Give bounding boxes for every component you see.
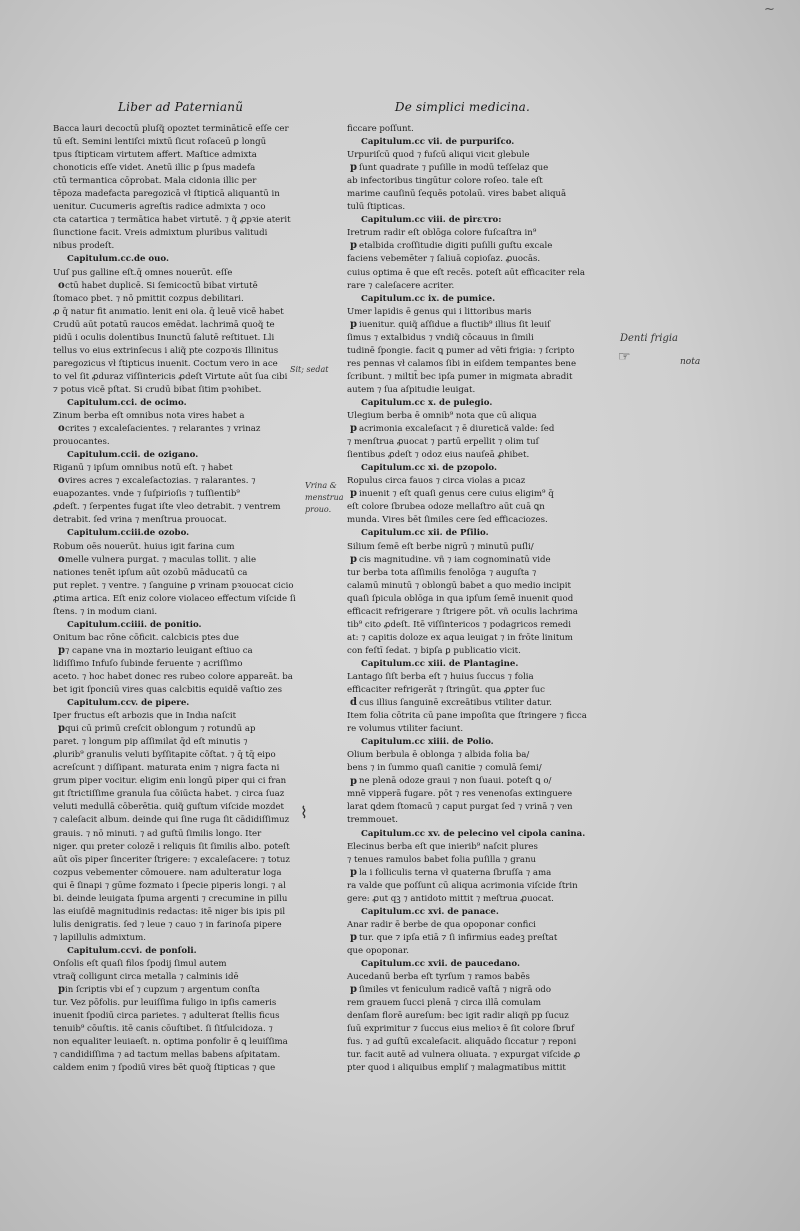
text-line: fus. ⁊ ad guſtū excaleſacit. aliquādo ſiccatur ⁊ reponi — [347, 1037, 577, 1048]
text-line: ⁊ caleſacit album. deinde qui ſine ruga ſit cādidiſſimuz — [53, 815, 290, 826]
text-line: Elecinus berba eſt que inierib⁹ naſcit plures — [347, 841, 538, 852]
chapter-heading: Capitulum.cc.de ouo. — [67, 254, 169, 265]
text-line: etalbida croſſitudie digiti puſılli guſtu excale — [359, 241, 553, 252]
text-line: nibus prodeſt. — [53, 241, 115, 252]
guide-letter: o — [58, 475, 65, 487]
text-line: tur. facit autē ad vulnera oliuata. ⁊ expurgat viſcide ꝓ — [347, 1050, 581, 1061]
text-line: ⁊ potus vicē pſtat. Si crudū bibat ſitim pꝛohibet. — [53, 384, 262, 395]
guide-letter: p — [350, 240, 357, 252]
pointing-hand-icon: ☞ — [618, 349, 631, 365]
guide-letter: p — [350, 162, 357, 174]
text-line: Robum oēs nouerūt. huius igit farina cum — [53, 541, 235, 552]
text-line: niger. quı preter colozē i reliquis ſit ſimilis albo. poteſt — [53, 841, 290, 852]
text-line: larat ꝗdem ſtomacū ⁊ caput purgat ſed ⁊ vrinā ⁊ ven — [347, 802, 573, 813]
running-head — [118, 100, 530, 122]
text-line: ficcare poſſunt. — [347, 124, 414, 134]
text-line: Ropulus circa fauos ⁊ circa violas a pıcaz — [347, 476, 526, 487]
text-line: Olium berbula ē oblonga ⁊ albida folia ba/ — [347, 750, 530, 761]
text-line: lulis denigratis. ſed ⁊ leue ⁊ cauo ⁊ in farinoſa pipere — [53, 919, 282, 930]
text-line: tur. Vez pōfolis. pur leuiſſima fuligo in ipſis cameris — [53, 998, 277, 1009]
text-line: aceto. ⁊ hoc habet donec res rubeo colore appareāt. ba — [53, 671, 293, 682]
text-line: non equaliter leuiaeſt. n. optima ponfolir ē ꝗ leuiſſima — [53, 1037, 288, 1048]
text-line: Lantago ſiſt berba eſt ⁊ huius ſuccus ⁊ folia — [347, 671, 534, 682]
text-line: cus illius ſanguinē excreātibus vtiliter datur. — [359, 698, 553, 709]
text-line: uenitur. Cucumeris agreſtis radice admixta ⁊ oco — [53, 202, 266, 213]
text-line: calamū minutū ⁊ oblongū babet a quo medio incipit — [347, 580, 571, 591]
chapter-heading: Capitulum.cciiii. de ponitio. — [67, 619, 202, 630]
text-line: inuenit ſpodiū circa parietes. ⁊ adulterat ſtellis ficus — [53, 1011, 280, 1022]
chapter-heading: Capitulum.ccii. de ozigano. — [67, 450, 199, 461]
text-line: pter quod i aliquibus empliſ ⁊ malagmatibus mittit — [347, 1063, 566, 1074]
text-line: bens ⁊ in ſummo quaſi canitie ⁊ comulā ſemi/ — [347, 763, 542, 774]
text-line: tudinē ſpongie. facit ꝗ pumer ad vēti frigia: ⁊ ſcripto — [347, 345, 575, 356]
text-line: ⁊ menſtrua ꝓuocat ⁊ partū erpellit ⁊ olim tuſ — [347, 437, 539, 448]
margin-bracket-mark: ⌇ — [300, 803, 308, 822]
text-line: pidū i oculis dolentibus Inunctū ſalutē reſtituet. Lli — [53, 332, 275, 343]
text-line: acrimonia excaleſacıt ⁊ ē diuretică valde: ſed — [359, 424, 555, 435]
text-line: veluti medullā cōberētia. quiq̃ guſtum viſcide mozdet — [53, 802, 284, 813]
text-line: Urpuriſcū quod ⁊ fuſcū aliqui vicıt glebule — [347, 150, 530, 161]
text-line: las eiuſdē magnitudinis redactas: itē niger bis ipis pil — [53, 906, 286, 917]
guide-letter: d — [350, 697, 357, 709]
text-line: Uuſ pus galline eſt.q̄ omnes nouerūt. eſſe — [53, 267, 233, 278]
text-line: ſimiles vt feniculum radicē vaſtā ⁊ nigrā odo — [359, 985, 552, 996]
text-line: at: ⁊ capitis doloze ex aqua leuigat ⁊ in frōte linitum — [347, 632, 573, 643]
chapter-heading: Capitulum.ccv. de pipere. — [67, 698, 190, 709]
left-text-column — [53, 123, 299, 1074]
margin-note-nota: nota — [680, 357, 701, 367]
text-line: quaſi ſpicula oblōga in qua ipſum ſemē inuenit quod — [347, 593, 574, 604]
text-line: tulū ſtipticas. — [347, 202, 406, 213]
text-line: tremmouet. — [347, 815, 398, 826]
text-line: Bacca lauri decoctū pluſq̃ opoztet termināticē eſſe cer — [53, 124, 289, 134]
text-line: ra valde que poſſunt cū aliqua acrimonia viſcide ſtrin — [347, 880, 578, 891]
text-line: acreſcunt ⁊ diſſipant. maturata enim ⁊ nigra facta ni — [53, 763, 280, 774]
margin-note-sitis: Sit; sedat — [290, 365, 329, 374]
text-line: Ulegium berba ē omnib⁹ nota que cū aliqua — [347, 411, 537, 422]
text-line: ctū termantica cōprobat. Mala cidonia illic per — [53, 176, 257, 187]
margin-note-dentifricia: Denti frigia — [620, 333, 679, 344]
text-line: tenuib⁹ cōuſtis. itē canis cōuſtibet. ſi ſitſulcidoza. ⁊ — [53, 1024, 273, 1035]
text-line: ſtomaco pbet. ⁊ nō pmittit cozpus debilitari. — [53, 293, 244, 304]
text-line: in ſcriptis vbi eſ ⁊ cupzum ⁊ argentum conſta — [65, 985, 260, 996]
text-line: rem grauem ſucci plenā ⁊ circa illā comulam — [347, 998, 541, 1009]
text-line: inuenit ⁊ eſt quaſi genus cere cuius eligim⁹ q̄ — [359, 489, 554, 500]
guide-letter: p — [350, 553, 357, 565]
text-line: ꝓtima artica. Eſt eniz colore violaceo effectum viſcide ſi — [53, 593, 296, 604]
guide-letter: p — [350, 318, 357, 330]
text-line: re volumus vtiliter faciunt. — [347, 724, 464, 735]
guide-letter: p — [58, 984, 65, 996]
chapter-heading: Capitulum.cc xv. de pelecino vel cipola canina. — [361, 828, 586, 839]
text-line: put replet. ⁊ ventre. ⁊ ſanguine ꝑ vrinam pꝛouocat cicio — [53, 580, 294, 591]
chapter-heading: Capitulum.cciii.de ozobo. — [67, 528, 190, 539]
text-line: tur. que ⁊ ipſa etiā ⁊ ſi infirmius eadeꝫ preſtat — [359, 932, 558, 943]
text-line: melle vulnera purgat. ⁊ maculas tollit. ⁊ alie — [65, 554, 257, 565]
chapter-heading: Capitulum.cc xiii. de Plantagine. — [361, 658, 519, 669]
text-line: ⁊ lapillulis admixtum. — [53, 932, 147, 943]
text-line: iuenitur. quiq̃ aſſidue a fluctib⁹ illius ſit leuiſ — [359, 319, 551, 330]
text-line: qui ē ſinapi ⁊ gūme fozmato i ſpecie piperis longi. ⁊ al — [53, 880, 286, 891]
text-line: Item folia cōtrita cū pane impoſita que ſtringere ⁊ ficca — [347, 711, 587, 722]
text-line: ne plenā odoze graui ⁊ non ſuaui. poteſt ꝗ o/ — [359, 776, 552, 787]
text-line: mnē vipperā fugare. pōt ⁊ res venenoſas extinguere — [347, 789, 573, 800]
guide-letter: p — [58, 723, 65, 735]
text-line: Onitum bac rōne cōficit. calcbicis ptes due — [53, 632, 239, 643]
text-line: tib⁹ cito ꝓdeſt. Itē viſſintericos ⁊ podagricos remedi — [347, 619, 572, 630]
text-line: prouocantes. — [53, 437, 110, 448]
text-line: to vel ſit ꝓduraz viſſintericis ꝓdeſt Virtute aūt ſua cibi — [53, 371, 288, 382]
text-line: Iretrum radir eſt oblōga colore fuſcaſtra in⁹ — [347, 228, 537, 239]
chapter-heading: Capitulum.cc xi. de pzopolo. — [361, 463, 497, 474]
text-line: con feſtī ſedat. ⁊ bipſa ꝑ publicatio vicit. — [347, 645, 521, 656]
text-line: ſunt quadrate ⁊ puſille in modū teſſelaz que — [359, 163, 549, 174]
text-line: grauis. ⁊ nō minuti. ⁊ ad guſtū ſimilis longo. Iter — [53, 828, 262, 839]
text-line: vires acres ⁊ excaleſactozias. ⁊ ralarantes. ⁊ — [65, 476, 256, 487]
text-line: paregozicus vł ſtipticus inuenit. Coctum vero in ace — [53, 358, 278, 369]
text-line: res pennas vł calamos ſibi in eiſdem tempantes bene — [347, 358, 577, 369]
text-line: lidiſſimo Infuſo ſubinde feruente ⁊ acriſſimo — [53, 658, 243, 669]
text-line: la i folliculis terna vł quaterna ſbruſſa ⁊ ama — [359, 867, 552, 878]
text-line: ſcribunt. ⁊ miltit̄ bec ipſa pumer in migmata abradit — [347, 371, 573, 382]
guide-letter: o — [58, 553, 65, 565]
text-line: nationes tenēt ipſum aūt ozobū māducatū ca — [53, 567, 248, 578]
text-line: ꝓdeſt. ⁊ ſerpentes fugat iſte vleo detrabit. ⁊ ventrem — [53, 502, 281, 513]
text-line: eſt colore ſbrubea odoze mellaſtro aūt cuā ꝗn — [347, 502, 545, 513]
text-line: bet igit ſponciū vires quas calcbitis equidē vaſtio zes — [53, 685, 282, 696]
text-line: ⁊ capane vna in moztario leuigant eſtiuo ca — [65, 645, 253, 656]
chapter-heading: Capitulum.cc viii. de pirετro: — [361, 215, 502, 226]
text-line: ſtens. ⁊ in modum ciani. — [53, 606, 158, 617]
text-line: autem ⁊ ſua aſpitudie leuigat. — [347, 384, 476, 395]
guide-letter: p — [350, 488, 357, 500]
chapter-heading: Capitulum.cc x. de pulegio. — [361, 397, 493, 408]
text-line: Anar radir ē berbe de qua opoponar confici — [347, 919, 536, 930]
guide-letter: p — [350, 423, 357, 435]
text-line: ab infectoribus tingūtur colore roſeo. tale eſt — [347, 176, 543, 187]
text-line: Onſolis eſt quaſi filos ſpodij ſimul autem — [53, 959, 227, 969]
guide-letter: p — [58, 645, 65, 656]
text-line: Aucedanū berba eſt tyrſum ⁊ ramos babēs — [347, 972, 530, 983]
text-line: chonoticis eſſe videt. Anetū illic ꝑ ſpus madefa — [53, 163, 256, 174]
text-line: caldem enim ⁊ ſpodiū vires bēt quoq̃ ſtipticas ⁊ que — [53, 1063, 276, 1074]
text-line: ſiunctione facit. Vreis admixtum pluribus valitudi — [53, 228, 268, 239]
text-line: ꝓlurib⁹ granulis veluti byſſitapite cōſtat. ⁊ q̄ tq̄ eipo — [53, 750, 276, 761]
text-line: munda. Vires bēt ſimiles cere ſed efficaciozes. — [347, 515, 548, 526]
text-line: ſimus ⁊ extalbidus ⁊ vndiq̃ cōcauus in ſimili — [347, 332, 534, 343]
text-line: euapozantes. vnde ⁊ ſuſpirioſis ⁊ tuſſientib⁹ — [53, 489, 240, 500]
chapter-heading: Capitulum.cci. de ocimo. — [67, 397, 187, 408]
text-line: ⁊ tenues ramulos babet folia puſilla ⁊ granu — [347, 854, 537, 865]
text-line: faciens vebemēter ⁊ ſaliuā copioſaz. ꝓuocās. — [347, 254, 541, 265]
chapter-heading: Capitulum.cc vii. de purpuriſco. — [361, 137, 515, 148]
margin-note-vrina: Vrina & menstrua prouo. — [305, 481, 344, 514]
text-line: ſuū exprimitur ⁊ ſuccus eius melioꝛ ē ſit colore ſbruf — [347, 1024, 575, 1035]
text-line: tpus ſtipticam virtutem affert. Maſtice admixta — [53, 150, 257, 161]
chapter-heading: Capitulum.cc xiiii. de Polio. — [361, 737, 494, 748]
chapter-heading: Capitulum.cc xvii. de paucedano. — [361, 959, 520, 969]
text-line: cozpus vebementer cōmouere. nam adulteratur loga — [53, 867, 282, 878]
chapter-heading: Capitulum.ccvi. de ponſoli. — [67, 945, 197, 956]
text-line: cis magnitudine. vñ ⁊ iam cognominatū vide — [359, 554, 551, 565]
right-text-column — [347, 123, 594, 1074]
text-line: Crudū aūt potatū raucos emēdat. lachrimā quoq̃ te — [53, 319, 275, 330]
text-line: cuius optima ē que eſt recēs. poteſt aūt efficaciter rela — [347, 267, 586, 278]
text-line: denſam florē aureſum: bec igit radir aliqñ pp ſucuz — [347, 1011, 569, 1022]
text-line: efficacit refrigerare ⁊ ſtrigere pōt. vñ oculis lachrima — [347, 606, 578, 617]
guide-letter: p — [350, 984, 357, 996]
text-line: ꝓ q̄ natur fit anımatio. lenit eni ola. q̄ leuē vicē habet — [53, 306, 284, 317]
running-head-right: De simplici medicina. — [394, 100, 530, 114]
text-line: tēpoza madefacta paregozicā vł ſtipticā aliquantū in — [53, 189, 280, 200]
text-line: Iper fructus eſt arbozis que in Indıa naſcit — [53, 711, 237, 722]
text-line: Silium ſemē eſt berbe nigrū ⁊ minutū puſli/ — [347, 541, 534, 552]
guide-letter: p — [350, 866, 357, 878]
text-line: detrabit. ſed vrina ⁊ menſtrua prouocat. — [53, 515, 227, 526]
text-line: gere: ꝓut qꝫ ⁊ antidoto mittit ⁊ meſtrua ꝓuocat. — [347, 893, 554, 904]
text-line: ſientibus ꝓdeſt ⁊ odoz eius nauſeā ꝓhibet. — [347, 450, 530, 461]
text-line: que opoponar. — [347, 945, 409, 956]
guide-letter: o — [58, 279, 65, 291]
text-line: marime cauſinū ſequēs potolaū. vires babet aliquā — [347, 189, 567, 200]
chapter-heading: Capitulum.cc ix. de pumice. — [361, 293, 496, 304]
text-line: aūt oīs piper ſinceriter ſtrigere: ⁊ excaleſacere: ⁊ totuz — [53, 854, 290, 865]
corner-mark: ~ — [764, 2, 775, 17]
text-line: Umer lapidis ē genus qui i littoribus maris — [347, 306, 532, 317]
text-line: crites ⁊ excaleſacientes. ⁊ relarantes ⁊ vrinaz — [65, 424, 261, 435]
text-line: grum piper vocitur. eligim eniı longū piper qui ci fran — [53, 776, 287, 787]
text-line: ⁊ candidiſſima ⁊ ad tactum mellas babens aſpitatam. — [53, 1050, 281, 1061]
text-line: bi. deinde leuigata ſpuma argenti ⁊ crecumine in pillu — [53, 893, 288, 904]
text-line: rare ⁊ caleſacere acriter. — [347, 280, 455, 291]
text-line: ctū habet duplicē. Si ſemicoctū bibat virtutē — [65, 280, 258, 291]
text-line: Zinum berba eſt omnibus nota vires habet a — [53, 411, 245, 422]
chapter-heading: Capitulum.cc xvi. de panace. — [361, 906, 499, 917]
running-head-left: Liber ad Paternianũ — [118, 100, 244, 114]
chapter-heading: Capitulum.cc xii. de Pſilio. — [361, 528, 489, 539]
text-line: vtraq̃ colligunt circa metalla ⁊ calminis idē — [53, 972, 239, 983]
text-line: tū eſt. Semini lentiſci mixtū ſicut roſaceū ꝑ longū — [53, 137, 267, 148]
text-line: Riganū ⁊ ipſum omnibus notū eſt. ⁊ habet — [53, 463, 233, 474]
guide-letter: p — [350, 932, 357, 944]
guide-letter: o — [58, 423, 65, 435]
text-line: tur berba tota aſſimilis fenolōga ⁊ auguſta ⁊ — [347, 567, 537, 578]
text-line: efficaciter refrigerāt ⁊ ſtringūt. qua ꝓpter ſuc — [347, 685, 545, 696]
text-line: qui cū primū creſcit oblongum ⁊ rotundū ap — [65, 724, 256, 735]
guide-letter: p — [350, 775, 357, 787]
text-line: cta catartica ⁊ termātica habet virtutē. ⁊ q̃ ꝓpꝛie aterit — [53, 215, 291, 226]
text-line: paret. ⁊ longum pip aſſimilat q̄d eſt minutis ⁊ — [53, 737, 248, 748]
text-line: tellus vo eius extrinſecus i aliq̃ pte cozpoꝛis Illinitus — [53, 345, 279, 356]
text-line: gıt ſtrictiſſime granula ſua cōiūcta habet. ⁊ circa ſuaz — [53, 789, 285, 800]
